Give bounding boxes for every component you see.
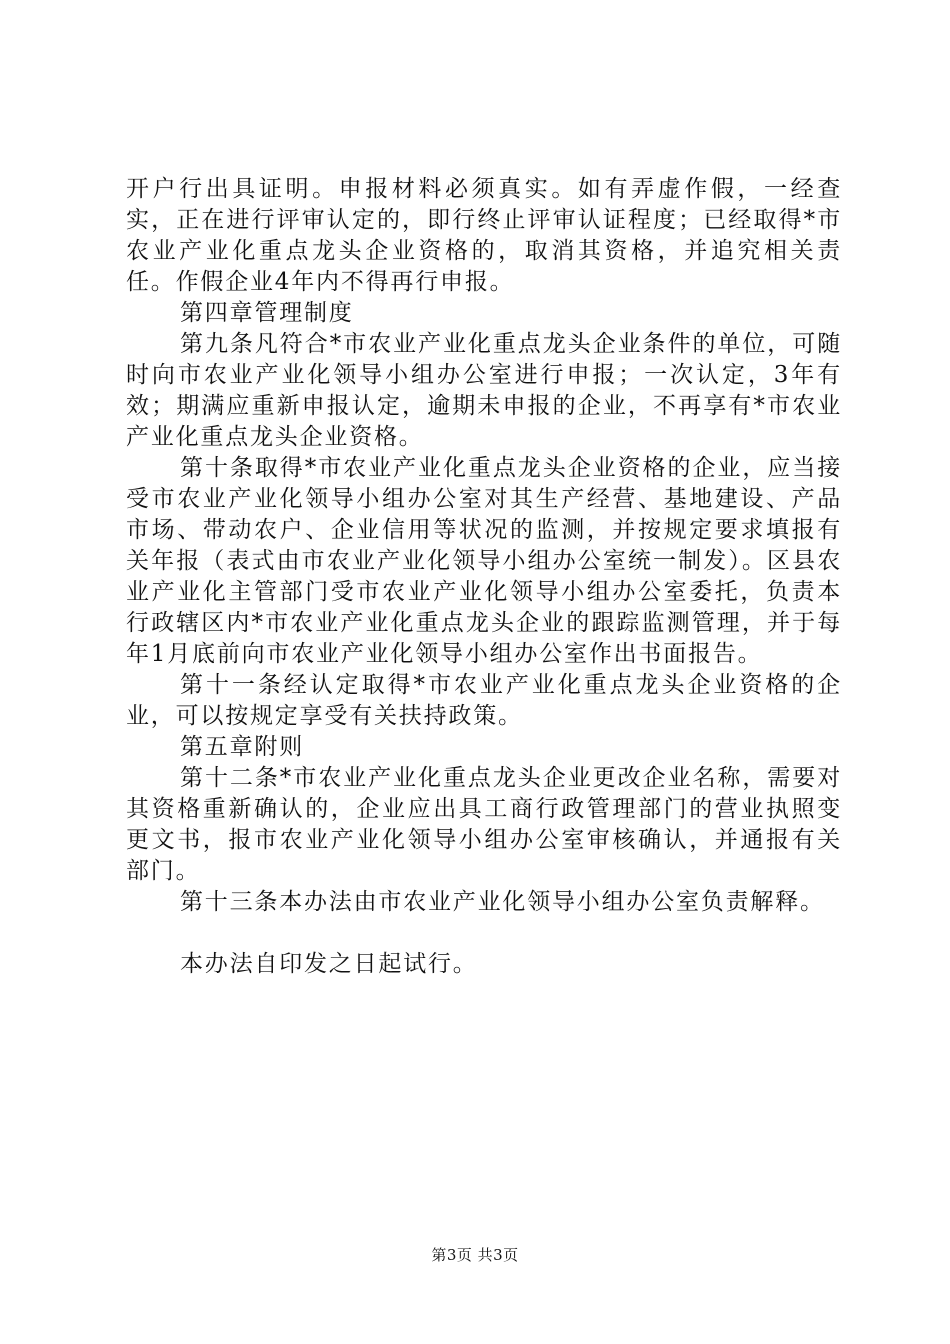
- article-10: 第十条取得*市农业产业化重点龙头企业资格的企业，应当接受市农业产业化领导小组办公室对其生产经营、基地建设、产品市场、带动农户、企业信用等状况的监测，并按规定要求填报有关年报（表式由市农业产业化领导小组办公室统一制发）。区县农业产业化主管部门受市农业产业化领导小组办公室委托，负责本行政辖区内*市农业产业化重点龙头企业的跟踪监测管理，并于每年1月底前向市农业产业化领导小组办公室作出书面报告。: [126, 455, 842, 667]
- chapter-heading-4: 第四章管理制度: [180, 300, 354, 326]
- document-body: [126, 174, 842, 980]
- closing-paragraph: 本办法自印发之日起试行。: [180, 951, 478, 977]
- article-11: 第十一条经认定取得*市农业产业化重点龙头企业资格的企业，可以按规定享受有关扶持政策。: [126, 672, 842, 729]
- article-13: 第十三条本办法由市农业产业化领导小组办公室负责解释。: [180, 889, 825, 915]
- page-footer: [0, 1244, 950, 1265]
- chapter-heading-5: 第五章附则: [180, 734, 304, 760]
- page-number: 第3页 共3页: [431, 1246, 519, 1264]
- paragraph-continuation: 开户行出具证明。申报材料必须真实。如有弄虚作假，一经查实，正在进行评审认定的，即行终止评审认证程度；已经取得*市农业产业化重点龙头企业资格的，取消其资格，并追究相关责任。作假企业4年内不得再行申报。: [126, 176, 842, 295]
- article-9: 第九条凡符合*市农业产业化重点龙头企业条件的单位，可随时向市农业产业化领导小组办公室进行申报；一次认定，3年有效；期满应重新申报认定，逾期未申报的企业，不再享有*市农业产业化重点龙头企业资格。: [126, 331, 842, 450]
- article-12: 第十二条*市农业产业化重点龙头企业更改企业名称，需要对其资格重新确认的，企业应出具工商行政管理部门的营业执照变更文书，报市农业产业化领导小组办公室审核确认，并通报有关部门。: [126, 765, 842, 884]
